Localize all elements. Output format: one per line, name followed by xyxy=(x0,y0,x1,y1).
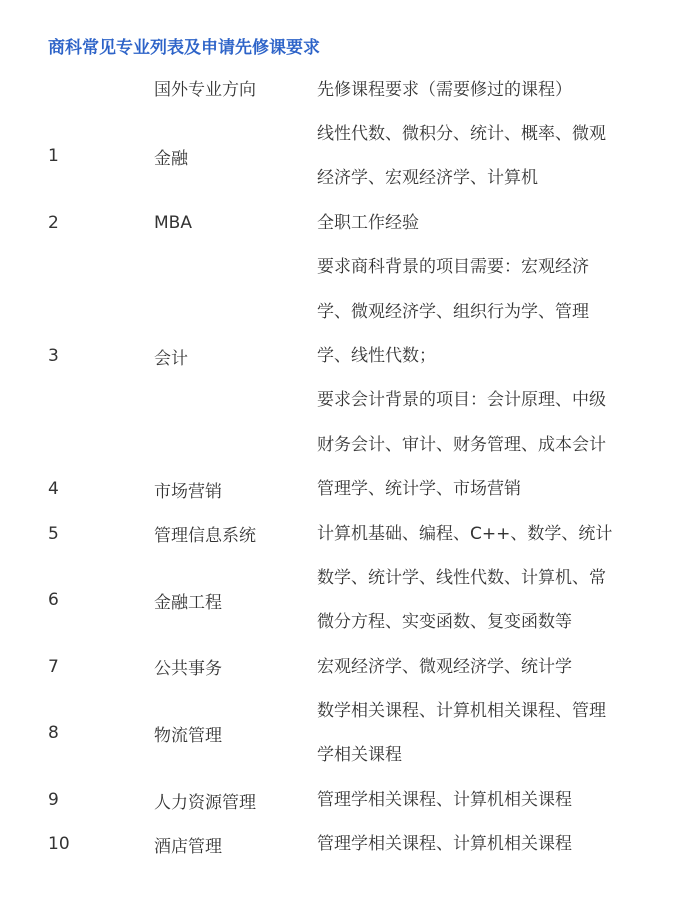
row-requirement xyxy=(317,112,637,201)
row-number: 2 xyxy=(48,212,59,233)
row-requirement xyxy=(317,467,637,511)
requirement-line: 数学、统计学、线性代数、计算机、常 xyxy=(317,567,606,588)
table-row xyxy=(48,467,638,511)
row-requirement xyxy=(317,556,637,645)
row-major: 人力资源管理 xyxy=(154,792,256,813)
header-requirement: 先修课程要求（需要修过的课程） xyxy=(317,80,572,100)
row-number: 1 xyxy=(48,146,59,167)
row-major: 市场营销 xyxy=(154,481,222,502)
row-number: 10 xyxy=(48,834,70,855)
table-row xyxy=(48,689,638,778)
row-major: 管理信息系统 xyxy=(154,526,256,547)
requirement-line: 全职工作经验 xyxy=(317,212,419,233)
row-requirement xyxy=(317,512,637,556)
requirement-line: 管理学相关课程、计算机相关课程 xyxy=(317,834,572,855)
requirement-line: 学、线性代数； xyxy=(317,345,436,366)
row-number: 4 xyxy=(48,479,59,500)
table-row xyxy=(48,201,638,245)
requirement-line: 管理学相关课程、计算机相关课程 xyxy=(317,789,572,810)
table-row xyxy=(48,556,638,645)
requirement-line: 要求商科背景的项目需要：宏观经济 xyxy=(317,257,589,278)
row-requirement xyxy=(317,689,637,778)
requirement-line: 要求会计背景的项目：会计原理、中级 xyxy=(317,390,606,411)
row-requirement xyxy=(317,645,637,689)
requirement-line: 管理学、统计学、市场营销 xyxy=(317,479,521,500)
requirement-line: 学相关课程 xyxy=(317,745,402,766)
requirement-line: 数学相关课程、计算机相关课程、管理 xyxy=(317,701,606,722)
table-row xyxy=(48,512,638,556)
row-major: MBA xyxy=(154,212,192,233)
requirement-line: 微分方程、实变函数、复变函数等 xyxy=(317,612,572,633)
header-no xyxy=(48,68,154,112)
row-number: 8 xyxy=(48,723,59,744)
row-requirement xyxy=(317,822,637,866)
table-row xyxy=(48,778,638,822)
row-major: 金融工程 xyxy=(154,592,222,613)
page-title: 商科常见专业列表及申请先修课要求 xyxy=(48,38,320,58)
requirement-line: 经济学、宏观经济学、计算机 xyxy=(317,168,538,189)
row-requirement xyxy=(317,778,637,822)
row-major: 物流管理 xyxy=(154,725,222,746)
table-row xyxy=(48,112,638,201)
row-requirement xyxy=(317,201,637,245)
requirement-line: 学、微观经济学、组织行为学、管理 xyxy=(317,301,589,322)
row-number: 5 xyxy=(48,523,59,544)
table-row xyxy=(48,245,638,467)
row-requirement xyxy=(317,245,637,467)
row-major: 会计 xyxy=(154,348,188,369)
row-major: 酒店管理 xyxy=(154,836,222,857)
row-number: 3 xyxy=(48,346,59,367)
row-major: 金融 xyxy=(154,148,188,169)
row-number: 6 xyxy=(48,590,59,611)
requirement-line: 线性代数、微积分、统计、概率、微观 xyxy=(317,124,606,144)
table-row xyxy=(48,822,638,866)
row-major: 公共事务 xyxy=(154,659,222,680)
requirement-line: 计算机基础、编程、C++、数学、统计 xyxy=(317,523,613,544)
requirement-line: 财务会计、审计、财务管理、成本会计 xyxy=(317,434,606,455)
requirement-line: 宏观经济学、微观经济学、统计学 xyxy=(317,656,572,677)
row-number: 7 xyxy=(48,656,59,677)
table-header-row xyxy=(48,68,638,112)
table-row xyxy=(48,645,638,689)
row-number: 9 xyxy=(48,790,59,811)
header-major: 国外专业方向 xyxy=(154,80,256,100)
major-requirements-table xyxy=(48,68,638,867)
